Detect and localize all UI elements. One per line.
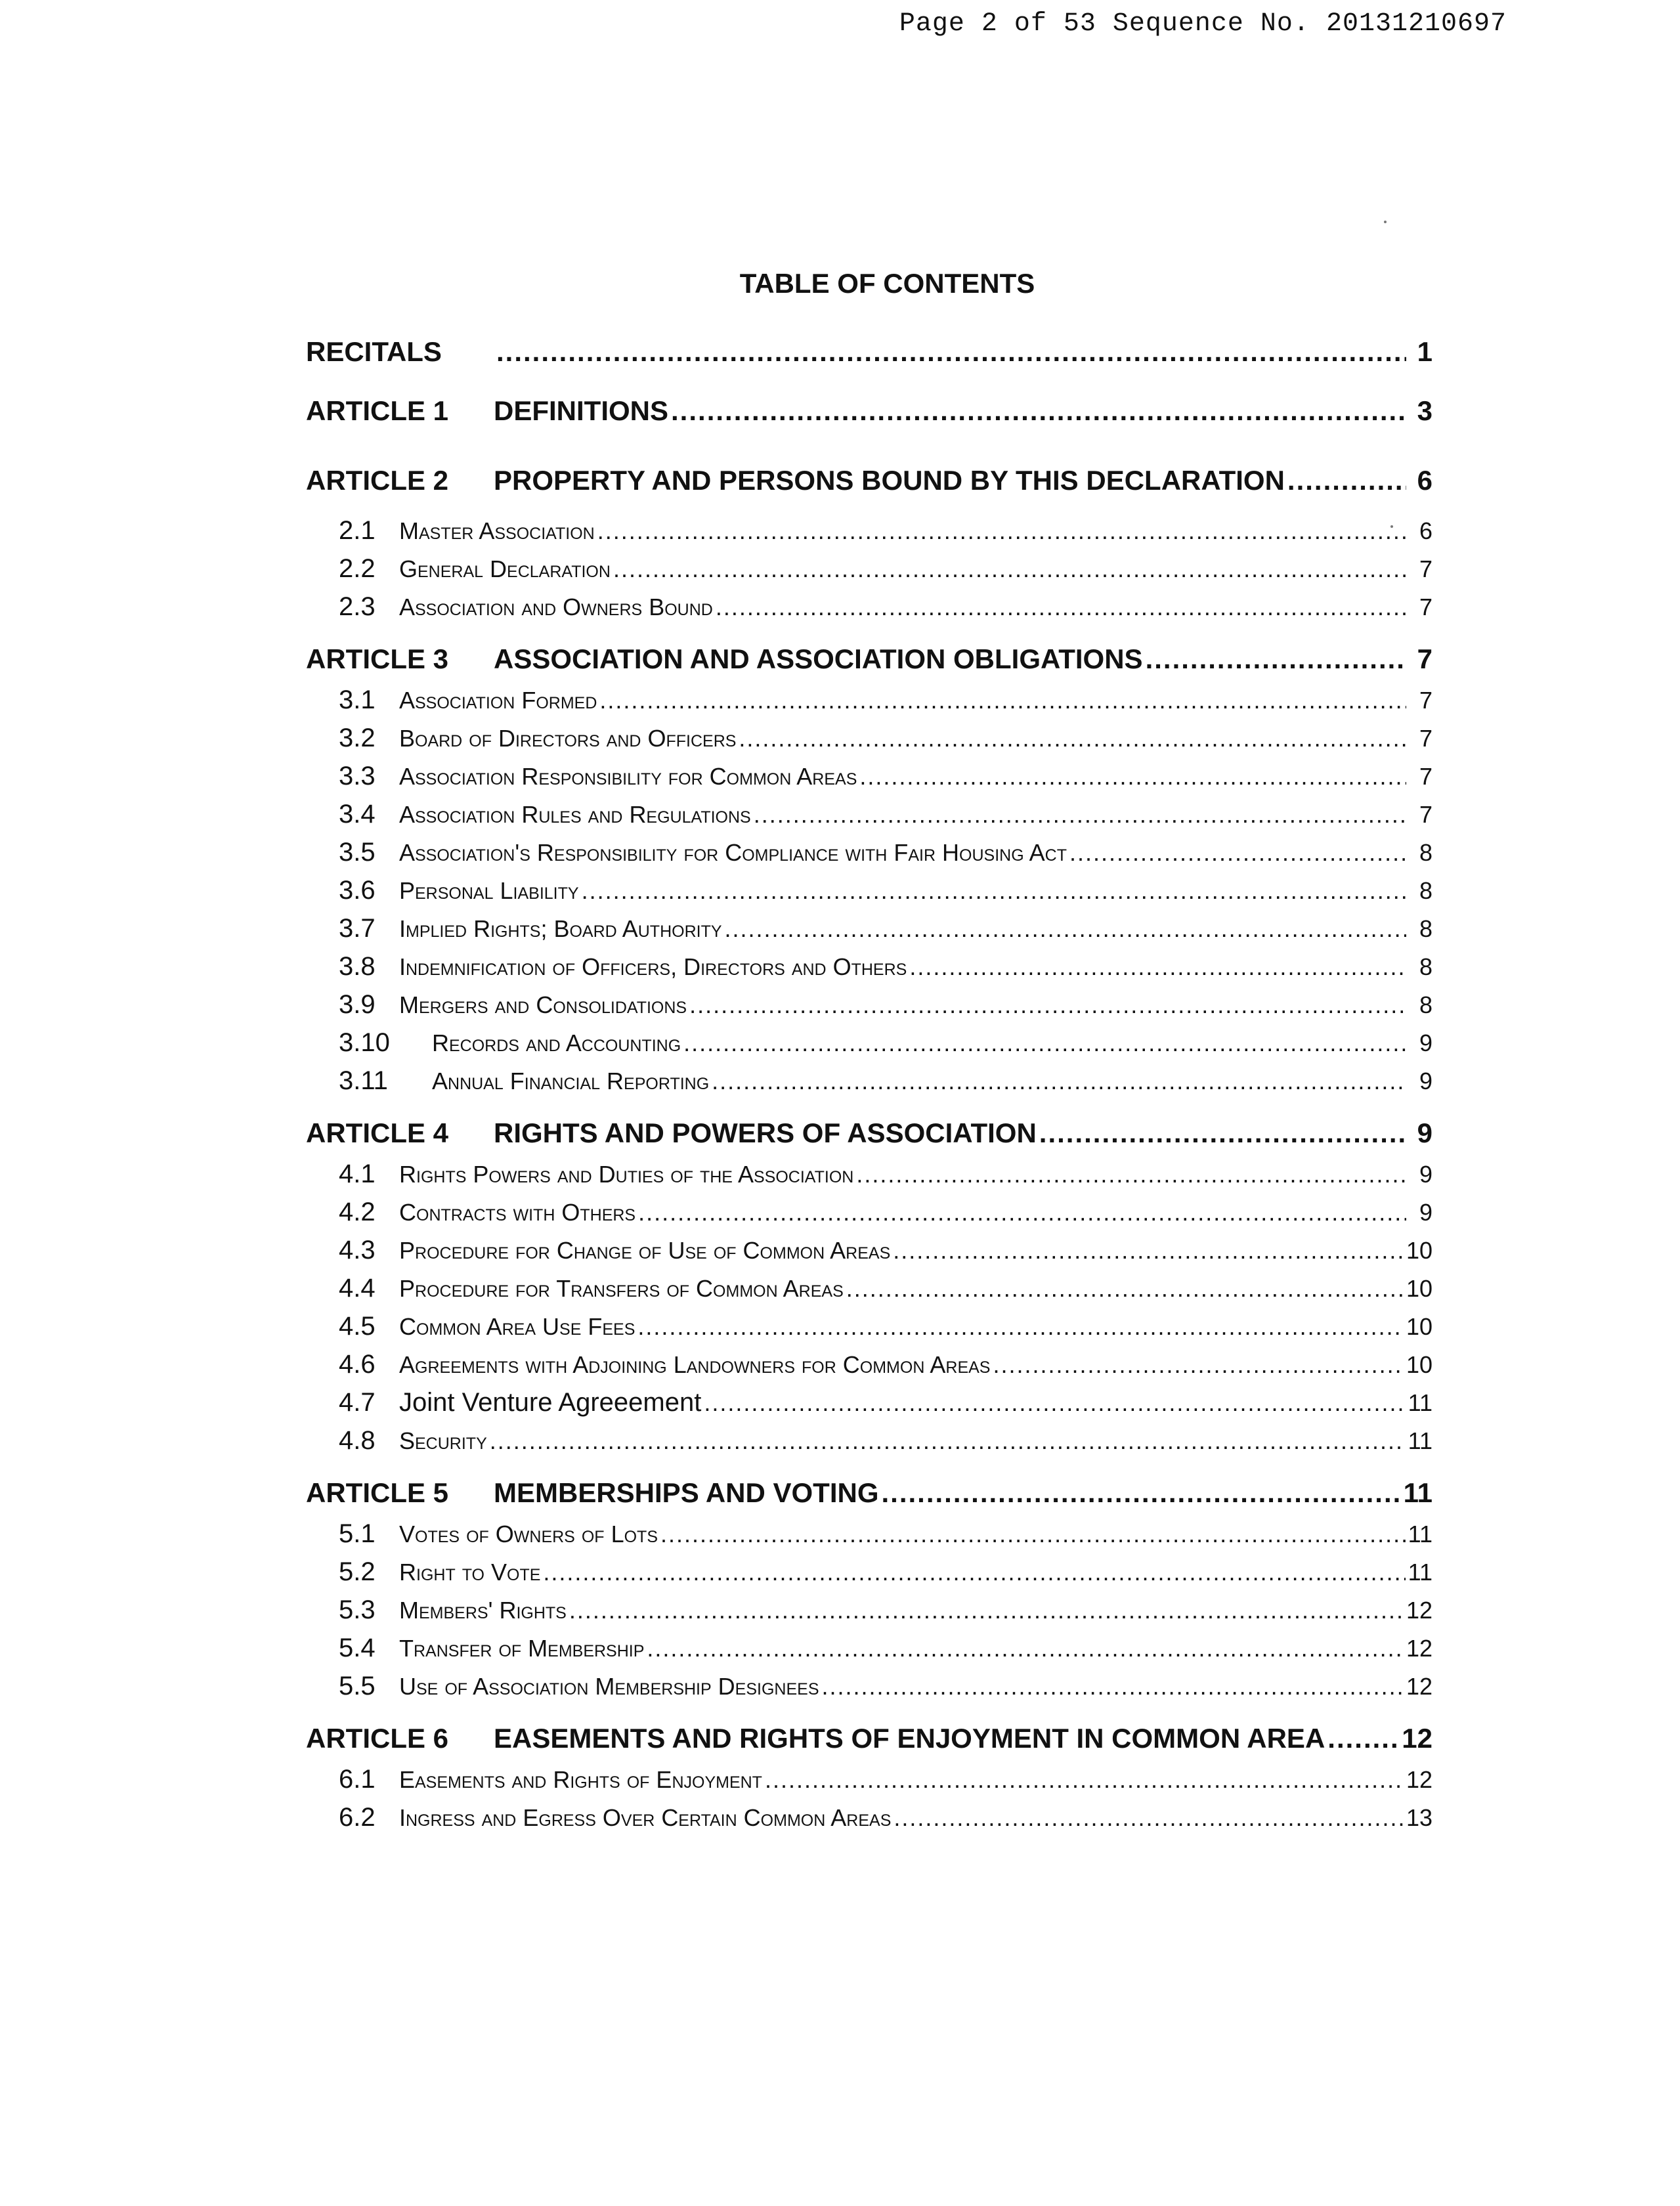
toc-dot-leader [1039, 1117, 1406, 1149]
toc-dot-leader [689, 991, 1406, 1019]
toc-entry-title: Association and Owners Bound [399, 594, 713, 620]
toc-section-entry [306, 1426, 1432, 1464]
toc-entry-page: 7 [1419, 725, 1432, 752]
toc-entry-page: 9 [1419, 1029, 1432, 1056]
toc-section-entry [306, 1066, 1432, 1104]
toc-entry-page: 10 [1406, 1351, 1432, 1378]
toc-section-entry [306, 554, 1432, 592]
toc-entry-page: 10 [1406, 1275, 1432, 1302]
toc-entry-title: ASSOCIATION AND ASSOCIATION OBLIGATIONS [494, 643, 1143, 674]
toc-dot-leader [543, 1559, 1405, 1586]
toc-entry-title: Records and Accounting [432, 1029, 681, 1056]
toc-dot-leader [638, 1199, 1406, 1226]
toc-entry-title: Joint Venture Agreeement [399, 1388, 702, 1417]
toc-entry-title: Transfer of Membership [399, 1635, 645, 1662]
toc-entry-title: Members' Rights [399, 1597, 567, 1624]
toc-dot-leader [1146, 643, 1406, 675]
toc-entry-title: Implied Rights; Board Authority [399, 915, 722, 942]
toc-entry-title: Use of Association Membership Designees [399, 1673, 819, 1700]
toc-section-entry [306, 1350, 1432, 1388]
toc-entry-page: 6 [1417, 465, 1432, 496]
toc-section-entry [306, 1765, 1432, 1803]
toc-entry-number: ARTICLE 4 [306, 1117, 449, 1148]
toc-section-entry [306, 1519, 1432, 1557]
toc-entry-number: 4.3 [339, 1236, 376, 1265]
toc-dot-leader [993, 1351, 1404, 1379]
toc-entry-number: 3.7 [339, 914, 376, 943]
toc-entry-page: 12 [1402, 1723, 1432, 1754]
toc-dot-leader [671, 395, 1406, 427]
toc-entry-title: Association Responsibility for Common Areas [399, 763, 857, 790]
toc-dot-leader [569, 1597, 1404, 1624]
toc-section-entry [306, 914, 1432, 952]
toc-entry-title: Contracts with Others [399, 1199, 636, 1226]
toc-entry-number: 3.4 [339, 800, 376, 829]
toc-entry-page: 7 [1419, 801, 1432, 828]
toc-article-entry [306, 630, 1432, 685]
toc-entry-page: 7 [1419, 687, 1432, 714]
toc-entry-number: ARTICLE 5 [306, 1477, 449, 1508]
toc-dot-leader [765, 1766, 1404, 1794]
toc-dot-leader [739, 725, 1406, 752]
toc-entry-page: 11 [1408, 1427, 1432, 1454]
toc-entry-page: 8 [1419, 877, 1432, 904]
toc-entry-title: Votes of Owners of Lots [399, 1521, 658, 1547]
toc-entry-number: 4.6 [339, 1350, 376, 1379]
toc-section-entry [306, 952, 1432, 990]
toc-entry-page: 9 [1419, 1068, 1432, 1094]
table-of-contents [306, 336, 1432, 1841]
toc-entry-page: 10 [1406, 1313, 1432, 1340]
toc-entry-number: 4.8 [339, 1426, 376, 1455]
toc-section-entry [306, 1198, 1432, 1236]
toc-entry-number: 6.2 [339, 1803, 376, 1832]
toc-entry-page: 8 [1419, 991, 1432, 1018]
toc-entry-number: 3.5 [339, 838, 376, 867]
toc-entry-number: ARTICLE 2 [306, 465, 449, 496]
toc-article-entry [306, 1464, 1432, 1519]
toc-article-entry [306, 1710, 1432, 1765]
toc-section-entry [306, 1595, 1432, 1633]
toc-article-entry [306, 377, 1432, 446]
toc-entry-page: 3 [1417, 395, 1432, 426]
toc-entry-number: 2.2 [339, 554, 376, 583]
toc-entry-number: 3.3 [339, 762, 376, 790]
toc-section-entry [306, 1028, 1432, 1066]
toc-entry-page: 7 [1419, 763, 1432, 790]
toc-entry-number: 5.1 [339, 1519, 376, 1548]
toc-entry-number: RECITALS [306, 336, 442, 367]
toc-article-entry [306, 1104, 1432, 1159]
toc-dot-leader [716, 594, 1406, 621]
toc-dot-leader [712, 1068, 1406, 1095]
toc-entry-title: Procedure for Change of Use of Common Areas [399, 1237, 891, 1264]
toc-entry-number: 2.1 [339, 516, 376, 545]
toc-section-entry [306, 1633, 1432, 1672]
toc-entry-number: 3.2 [339, 724, 376, 752]
toc-dot-leader [613, 555, 1406, 583]
toc-entry-number: ARTICLE 1 [306, 395, 449, 426]
toc-entry-title: Common Area Use Fees [399, 1313, 635, 1340]
toc-section-entry [306, 838, 1432, 876]
toc-entry-number: 4.7 [339, 1388, 376, 1417]
toc-dot-leader [647, 1635, 1404, 1662]
toc-entry-title: EASEMENTS AND RIGHTS OF ENJOYMENT IN COMMON AREA [494, 1723, 1325, 1754]
toc-dot-leader [704, 1389, 1405, 1417]
toc-section-entry [306, 1274, 1432, 1312]
toc-entry-title: Annual Financial Reporting [432, 1068, 710, 1094]
toc-section-entry [306, 516, 1432, 554]
toc-dot-leader [754, 801, 1406, 829]
toc-entry-page: 7 [1419, 555, 1432, 582]
toc-entry-page: 11 [1403, 1477, 1432, 1508]
toc-section-entry [306, 1236, 1432, 1274]
toc-dot-leader [1069, 839, 1406, 867]
toc-section-entry [306, 1803, 1432, 1841]
toc-section-entry [306, 1672, 1432, 1710]
toc-section-entry [306, 1159, 1432, 1198]
toc-entry-page: 6 [1419, 517, 1432, 544]
toc-section-entry [306, 990, 1432, 1028]
toc-title: TABLE OF CONTENTS [739, 268, 1035, 299]
page-sequence-header: Page 2 of 53 Sequence No. 20131210697 [899, 9, 1507, 39]
toc-entry-page: 13 [1406, 1804, 1432, 1831]
toc-dot-leader [893, 1237, 1404, 1265]
toc-entry-number: 6.1 [339, 1765, 376, 1794]
toc-section-entry [306, 1312, 1432, 1350]
toc-entry-number: 4.4 [339, 1274, 376, 1303]
toc-entry-number: 3.8 [339, 952, 376, 981]
toc-section-entry [306, 592, 1432, 630]
toc-section-entry [306, 685, 1432, 724]
toc-entry-number: 2.3 [339, 592, 376, 621]
toc-entry-title: Board of Directors and Officers [399, 725, 737, 752]
toc-dot-leader [909, 953, 1406, 981]
toc-entry-page: 12 [1406, 1766, 1432, 1793]
toc-dot-leader [894, 1804, 1404, 1832]
toc-section-entry [306, 762, 1432, 800]
toc-dot-leader [597, 517, 1406, 545]
toc-dot-leader [683, 1029, 1406, 1057]
toc-entry-title: Procedure for Transfers of Common Areas [399, 1275, 844, 1302]
toc-entry-number: 5.5 [339, 1672, 376, 1700]
toc-dot-leader [725, 915, 1406, 943]
toc-section-entry [306, 1557, 1432, 1595]
toc-entry-number: 5.4 [339, 1633, 376, 1662]
toc-entry-title: General Declaration [399, 555, 611, 582]
toc-dot-leader [856, 1161, 1406, 1188]
toc-entry-page: 11 [1408, 1389, 1432, 1416]
toc-article-entry [306, 446, 1432, 516]
toc-dot-leader [496, 336, 1406, 368]
toc-entry-page: 7 [1419, 594, 1432, 620]
toc-entry-number: 4.1 [339, 1159, 376, 1188]
toc-entry-page: 12 [1406, 1635, 1432, 1662]
toc-entry-title: Agreements with Adjoining Landowners for Common Areas [399, 1351, 991, 1378]
toc-entry-number: ARTICLE 6 [306, 1723, 449, 1754]
toc-dot-leader [637, 1313, 1404, 1341]
toc-entry-number: 3.9 [339, 990, 376, 1019]
toc-section-entry [306, 876, 1432, 914]
toc-entry-title: RIGHTS AND POWERS OF ASSOCIATION [494, 1117, 1037, 1148]
toc-dot-leader [1327, 1723, 1399, 1754]
toc-entry-title: Ingress and Egress Over Certain Common Areas [399, 1804, 892, 1831]
toc-dot-leader [1287, 465, 1406, 496]
toc-entry-number: 4.2 [339, 1198, 376, 1226]
toc-entry-page: 8 [1419, 915, 1432, 942]
toc-dot-leader [660, 1521, 1406, 1548]
toc-entry-title: Master Association [399, 517, 595, 544]
toc-dot-leader [846, 1275, 1404, 1303]
toc-entry-title: Mergers and Consolidations [399, 991, 687, 1018]
toc-entry-page: 10 [1406, 1237, 1432, 1264]
toc-dot-leader [859, 763, 1406, 790]
toc-entry-number: 4.5 [339, 1312, 376, 1341]
toc-entry-title: Indemnification of Officers, Directors and Others [399, 953, 907, 980]
toc-entry-number: ARTICLE 3 [306, 643, 449, 674]
toc-section-entry [306, 800, 1432, 838]
toc-article-entry [306, 336, 1432, 377]
toc-entry-number: 5.3 [339, 1595, 376, 1624]
toc-entry-title: MEMBERSHIPS AND VOTING [494, 1477, 879, 1508]
toc-entry-page: 7 [1417, 643, 1432, 674]
toc-section-entry [306, 1388, 1432, 1426]
toc-entry-page: 9 [1419, 1161, 1432, 1188]
toc-entry-title: Association Rules and Regulations [399, 801, 751, 828]
toc-dot-leader [599, 687, 1406, 714]
toc-entry-title: Association Formed [399, 687, 597, 714]
toc-entry-number: 3.1 [339, 685, 376, 714]
toc-entry-number: 5.2 [339, 1557, 376, 1586]
toc-entry-title: Easements and Rights of Enjoyment [399, 1766, 762, 1793]
toc-entry-number: 3.10 [339, 1028, 390, 1057]
toc-entry-page: 9 [1417, 1117, 1432, 1148]
toc-section-entry [306, 724, 1432, 762]
toc-entry-title: Association's Responsibility for Compliance with Fair Housing Act [399, 839, 1067, 866]
toc-dot-leader [881, 1477, 1400, 1509]
toc-entry-number: 3.6 [339, 876, 376, 905]
toc-entry-number: 3.11 [339, 1066, 388, 1095]
toc-entry-page: 1 [1417, 336, 1432, 367]
toc-entry-title: Personal Liability [399, 877, 579, 904]
toc-entry-title: Security [399, 1427, 487, 1454]
scan-speck [1384, 221, 1387, 223]
toc-entry-page: 8 [1419, 953, 1432, 980]
toc-dot-leader [822, 1673, 1404, 1700]
toc-entry-page: 11 [1408, 1521, 1432, 1547]
toc-entry-title: Rights Powers and Duties of the Association [399, 1161, 854, 1188]
toc-entry-title: PROPERTY AND PERSONS BOUND BY THIS DECLARATION [494, 465, 1285, 496]
toc-entry-page: 12 [1406, 1597, 1432, 1624]
toc-entry-page: 8 [1419, 839, 1432, 866]
toc-entry-title: Right to Vote [399, 1559, 541, 1586]
toc-entry-title: DEFINITIONS [494, 395, 669, 426]
toc-entry-page: 12 [1406, 1673, 1432, 1700]
toc-entry-page: 9 [1419, 1199, 1432, 1226]
toc-dot-leader [490, 1427, 1406, 1455]
toc-entry-page: 11 [1408, 1559, 1432, 1586]
toc-dot-leader [582, 877, 1406, 905]
